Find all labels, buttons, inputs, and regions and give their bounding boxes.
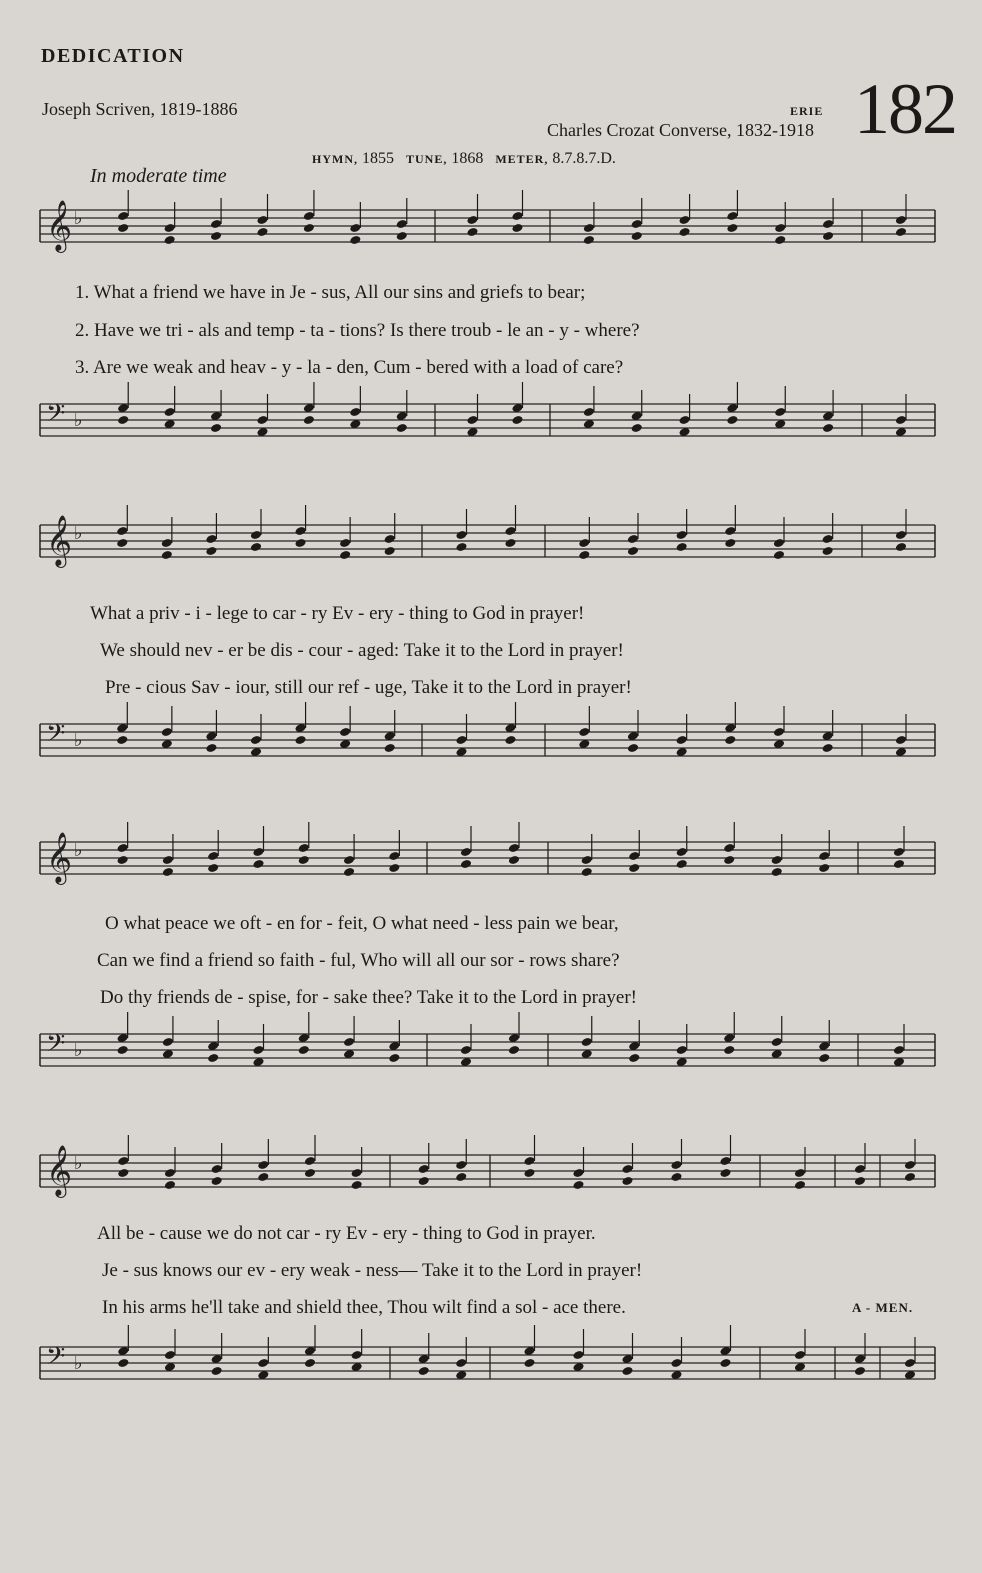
notehead [511,211,523,221]
notehead [294,735,306,745]
notehead [854,1176,866,1186]
notehead [455,1172,467,1182]
notehead [893,847,905,857]
notehead [455,1160,467,1170]
notehead [298,855,310,865]
notehead [256,215,268,225]
notehead [117,843,129,853]
notehead [581,1037,593,1047]
lyric-line: 1. What a friend we have in Je - sus, All our sins and griefs to bear; [75,282,586,303]
notehead [294,538,306,548]
notehead [116,526,128,536]
notehead [511,415,523,425]
notehead [581,867,593,877]
notehead [250,735,262,745]
notehead [670,1172,682,1182]
notehead [676,1045,688,1055]
notehead [256,227,268,237]
notehead [670,1358,682,1368]
notehead [460,1045,472,1055]
lyric-line: Do thy friends de - spise, for - sake thee? Take it to the Lord in prayer! [100,987,638,1008]
notehead [339,538,351,548]
notehead [210,423,222,433]
notehead [895,215,907,225]
hymn-number: 182 [854,69,956,149]
notehead [904,1358,916,1368]
flat-icon: ♭ [74,523,83,544]
notehead [719,1168,731,1178]
notehead [631,219,643,229]
notehead [719,1156,731,1166]
notehead [205,534,217,544]
notehead [794,1168,806,1178]
notehead [628,1053,640,1063]
notehead [627,743,639,753]
treble-staff-2 [0,505,982,595]
notehead [818,851,830,861]
notehead [349,235,361,245]
notehead [893,859,905,869]
notehead [117,1168,129,1178]
treble-clef-icon: 𝄞 [46,200,73,251]
notehead [250,542,262,552]
notehead [418,1164,430,1174]
meter-value: 8.7.8.7.D. [552,150,616,167]
notehead [161,550,173,560]
notehead [523,1358,535,1368]
notehead [627,534,639,544]
flat-icon: ♭ [74,1353,83,1374]
notehead [771,1037,783,1047]
composer-credit: Charles Crozat Converse, 1832-1918 [547,120,814,140]
notehead [895,415,907,425]
notehead [304,1358,316,1368]
notehead [339,727,351,737]
notehead [508,1045,520,1055]
tempo-marking: In moderate time [90,165,227,187]
notehead [164,223,176,233]
notehead [631,231,643,241]
notehead [210,219,222,229]
bass-clef-icon: 𝄢 [46,719,66,754]
notehead [818,863,830,873]
notehead [771,855,783,865]
notehead [678,227,690,237]
notehead [676,735,688,745]
amen-text: A - MEN. [852,1300,914,1315]
notehead [774,407,786,417]
notehead [822,423,834,433]
notehead [460,847,472,857]
notehead [895,735,907,745]
notehead [822,546,834,556]
notehead [773,727,785,737]
notehead [117,855,129,865]
notehead [455,530,467,540]
lyric-line: All be - cause we do not car - ry Ev - ery - thing to God in prayer. [97,1223,596,1244]
lyric-line: O what peace we oft - en for - feit, O what need - less pain we bear, [105,913,619,934]
notehead [523,1168,535,1178]
notehead [164,1350,176,1360]
notehead [854,1366,866,1376]
notehead [349,223,361,233]
notehead [349,407,361,417]
flat-icon: ♭ [74,730,83,751]
notehead [418,1366,430,1376]
notehead [164,1168,176,1178]
notehead [724,735,736,745]
notehead [298,1045,310,1055]
notehead [162,867,174,877]
notehead [621,1366,633,1376]
notehead [303,223,315,233]
lyric-line: We should nev - er be dis - cour - aged: Take it to the Lord in prayer! [100,640,624,661]
notehead [294,526,306,536]
notehead [162,855,174,865]
notehead [466,215,478,225]
notehead [508,843,520,853]
notehead [207,851,219,861]
notehead [724,538,736,548]
notehead [303,415,315,425]
lyric-line: What a priv - i - lege to car - ry Ev - ery - thing to God in prayer! [90,603,585,624]
notehead [117,1358,129,1368]
notehead [388,851,400,861]
notehead [523,1156,535,1166]
notehead [252,847,264,857]
notehead [904,1160,916,1170]
notehead [578,550,590,560]
notehead [572,1180,584,1190]
flat-icon: ♭ [74,1040,83,1061]
notehead [628,863,640,873]
treble-staff-1 [0,190,982,280]
notehead [572,1350,584,1360]
bass-staff-4 [0,1335,982,1415]
notehead [678,215,690,225]
notehead [771,867,783,877]
notehead [117,1156,129,1166]
treble-clef-icon: 𝄞 [46,515,73,566]
notehead [116,538,128,548]
notehead [504,735,516,745]
notehead [117,1045,129,1055]
notehead [207,1053,219,1063]
notehead [627,546,639,556]
notehead [895,227,907,237]
notehead [726,223,738,233]
notehead [161,538,173,548]
notehead [117,211,129,221]
notehead [466,415,478,425]
treble-staff-3 [0,822,982,912]
notehead [723,1045,735,1055]
notehead [581,855,593,865]
notehead [211,1164,223,1174]
lyric-line: Can we find a friend so faith - ful, Who will all our sor - rows share? [97,950,620,971]
notehead [822,534,834,544]
bass-clef-icon: 𝄢 [46,1029,66,1064]
notehead [466,227,478,237]
treble-clef-icon: 𝄞 [46,832,73,883]
notehead [343,855,355,865]
notehead [583,235,595,245]
notehead [628,851,640,861]
notehead [205,743,217,753]
notehead [854,1164,866,1174]
bass-clef-icon: 𝄢 [46,1342,66,1377]
notehead [724,526,736,536]
notehead [207,863,219,873]
notehead [621,1164,633,1174]
notehead [455,1358,467,1368]
treble-staff-4 [0,1135,982,1225]
notehead [304,1168,316,1178]
notehead [257,1160,269,1170]
notehead [508,855,520,865]
notehead [678,415,690,425]
notehead [257,1358,269,1368]
flat-icon: ♭ [74,840,83,861]
tune-label: TUNE, [406,152,448,166]
notehead [583,223,595,233]
notehead [252,859,264,869]
notehead [384,546,396,556]
notehead [774,235,786,245]
notehead [578,538,590,548]
treble-clef-icon: 𝄞 [46,1145,73,1196]
notehead [676,530,688,540]
bass-staff-1 [0,392,982,472]
page-section-title: DEDICATION [41,45,185,67]
notehead [164,235,176,245]
notehead [504,526,516,536]
notehead [164,407,176,417]
flat-icon: ♭ [74,410,83,431]
notehead [256,415,268,425]
notehead [396,423,408,433]
notehead [794,1180,806,1190]
notehead [504,538,516,548]
notehead [583,407,595,417]
lyric-line: 3. Are we weak and heav - y - la - den, Cum - bered with a load of care? [75,357,624,378]
notehead [250,530,262,540]
notehead [511,223,523,233]
lyric-line: Pre - cious Sav - iour, still our ref - uge, Take it to the Lord in prayer! [105,677,632,698]
notehead [676,859,688,869]
notehead [621,1176,633,1186]
notehead [676,847,688,857]
bass-clef-icon: 𝄢 [46,399,66,434]
notehead [723,843,735,853]
notehead [388,863,400,873]
notehead [343,1037,355,1047]
lyricist-credit: Joseph Scriven, 1819-1886 [42,99,238,119]
notehead [116,735,128,745]
notehead [384,743,396,753]
notehead [460,859,472,869]
notehead [723,855,735,865]
notehead [455,542,467,552]
notehead [572,1168,584,1178]
notehead [205,546,217,556]
notehead [578,727,590,737]
notehead [455,735,467,745]
notehead [418,1176,430,1186]
notehead [676,542,688,552]
notehead [388,1053,400,1063]
notehead [773,538,785,548]
notehead [339,550,351,560]
notehead [384,534,396,544]
notehead [726,415,738,425]
meter-label: METER, [495,152,549,166]
notehead [298,843,310,853]
notehead [794,1350,806,1360]
notehead [210,231,222,241]
dates-line [312,150,616,168]
notehead [396,231,408,241]
notehead [631,423,643,433]
notehead [117,223,129,233]
notehead [904,1172,916,1182]
hymn-label: HYMN, [312,152,358,166]
notehead [303,211,315,221]
notehead [822,743,834,753]
notehead [161,727,173,737]
notehead [822,219,834,229]
notehead [773,550,785,560]
notehead [211,1366,223,1376]
notehead [164,1180,176,1190]
tune-name: ERIE [790,104,824,118]
notehead [351,1180,363,1190]
lyric-line: 2. Have we tri - als and temp - ta - tions? Is there troub - le an - y - where? [75,320,640,341]
notehead [895,542,907,552]
bass-staff-3 [0,1022,982,1102]
notehead [893,1045,905,1055]
lyric-line: Je - sus knows our ev - ery weak - ness— Take it to the Lord in prayer! [102,1260,643,1281]
notehead [351,1168,363,1178]
tune-year: 1868 [451,150,484,167]
notehead [726,211,738,221]
notehead [351,1350,363,1360]
notehead [670,1160,682,1170]
notehead [304,1156,316,1166]
notehead [719,1358,731,1368]
notehead [211,1176,223,1186]
lyric-line: In his arms he'll take and shield thee, Thou wilt find a sol - ace there. [102,1297,626,1318]
notehead [895,530,907,540]
notehead [343,867,355,877]
notehead [818,1053,830,1063]
hymn-year: 1855 [362,150,394,167]
notehead [117,415,129,425]
notehead [252,1045,264,1055]
bass-staff-2 [0,712,982,792]
notehead [396,219,408,229]
notehead [822,231,834,241]
flat-icon: ♭ [74,1153,83,1174]
notehead [257,1172,269,1182]
flat-icon: ♭ [74,208,83,229]
notehead [162,1037,174,1047]
notehead [774,223,786,233]
